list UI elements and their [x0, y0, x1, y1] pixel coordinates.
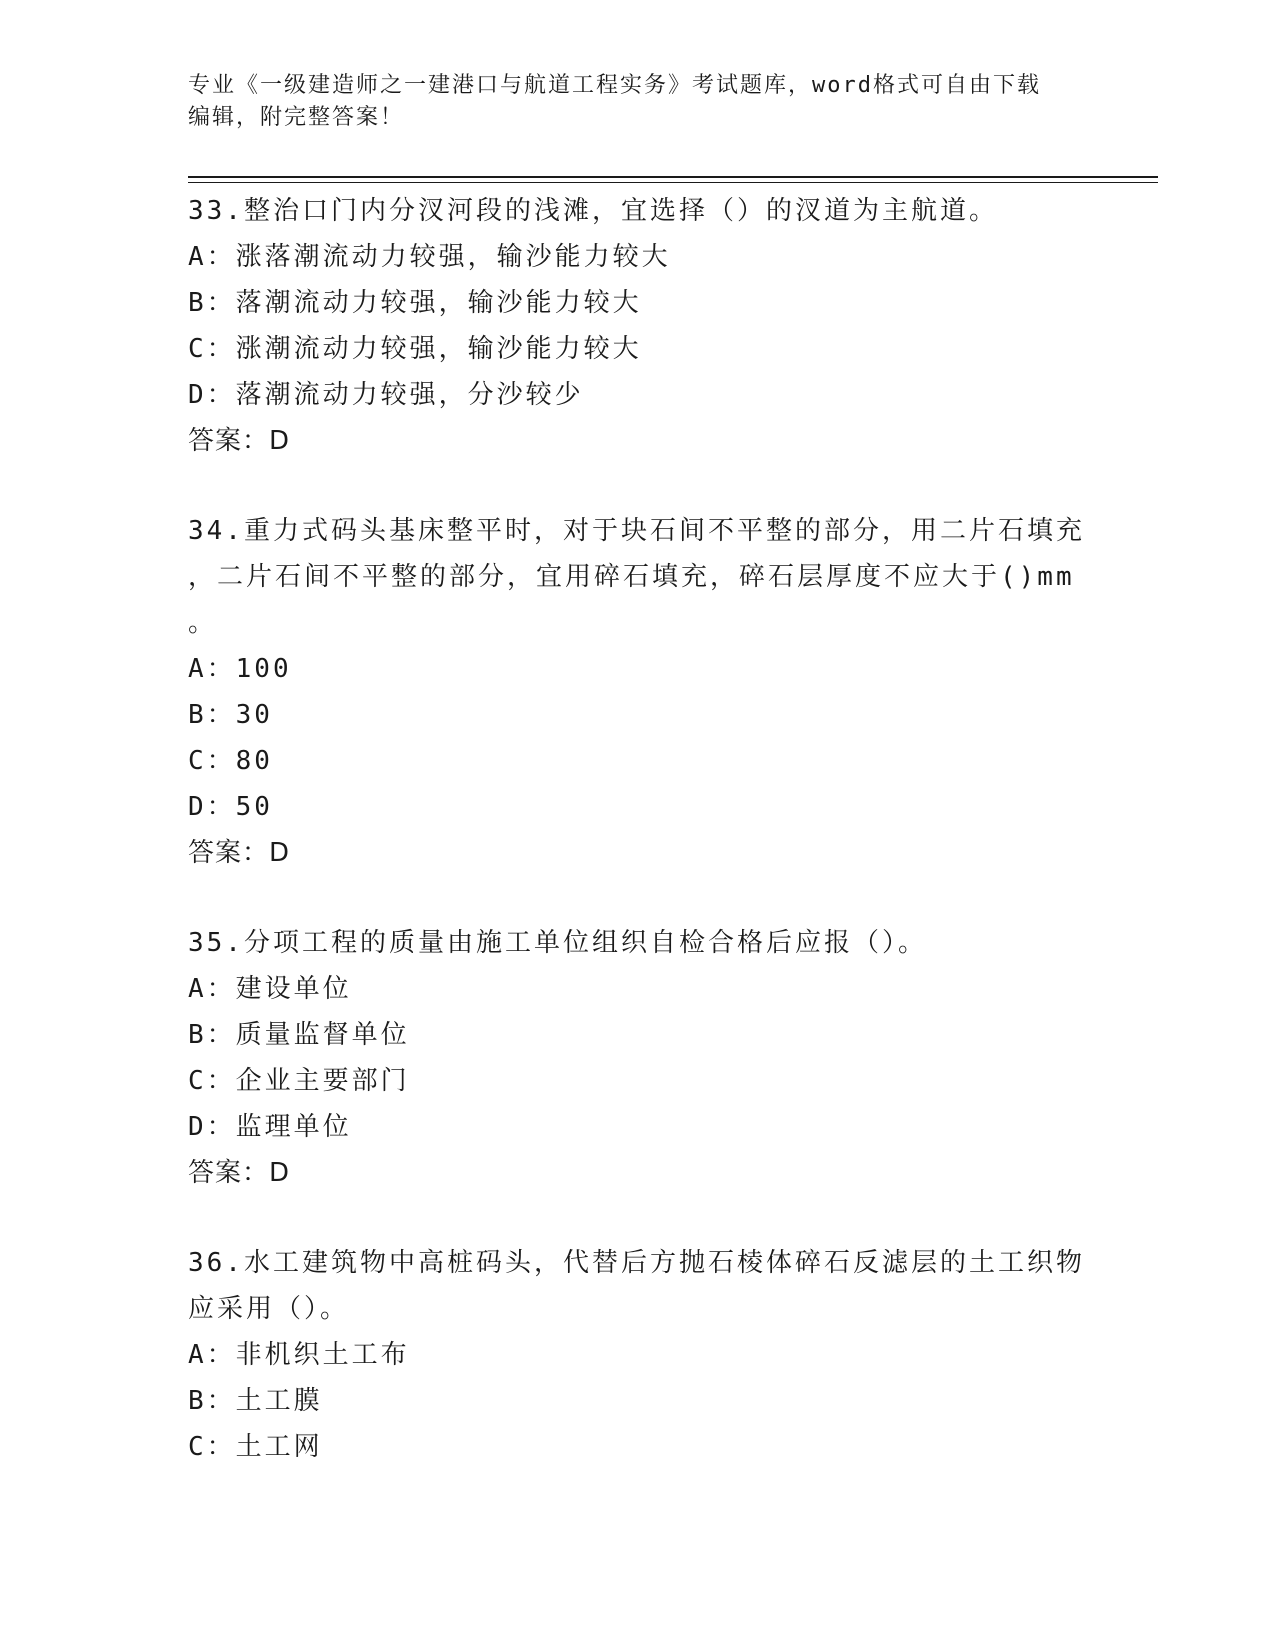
spacer: [188, 464, 1088, 508]
option-a: A：100: [188, 654, 292, 684]
answer-line: 答案：D: [188, 1158, 291, 1188]
question-text-continued: 应采用（）。: [188, 1294, 350, 1324]
header-divider-thin: [188, 182, 1158, 183]
option-a: A：建设单位: [188, 974, 352, 1004]
question-33: [188, 188, 1088, 464]
option-b: B：落潮流动力较强，输沙能力较大: [188, 288, 642, 318]
question-text: 36.水工建筑物中高桩码头，代替后方抛石棱体碎石反滤层的土工织物: [188, 1248, 1085, 1278]
question-text: 33.整治口门内分汊河段的浅滩，宜选择（）的汊道为主航道。: [188, 196, 998, 226]
option-b: B：30: [188, 700, 273, 730]
header-divider-thick: [188, 176, 1158, 178]
spacer: [188, 876, 1088, 920]
question-36: [188, 1240, 1088, 1470]
option-d: D：监理单位: [188, 1112, 352, 1142]
option-d: D：落潮流动力较强，分沙较少: [188, 380, 584, 410]
question-text-continued: ，二片石间不平整的部分，宜用碎石填充，碎石层厚度不应大于()mm: [188, 562, 1075, 592]
question-list: [188, 188, 1088, 1470]
document-header: [188, 70, 1088, 134]
header-line-1: 专业《一级建造师之一建港口与航道工程实务》考试题库，word格式可自由下载: [188, 73, 1041, 98]
option-c: C：涨潮流动力较强，输沙能力较大: [188, 334, 642, 364]
question-text: 35.分项工程的质量由施工单位组织自检合格后应报（）。: [188, 928, 927, 958]
option-c: C：土工网: [188, 1432, 323, 1462]
option-d: D：50: [188, 792, 273, 822]
spacer: [188, 1196, 1088, 1240]
answer-line: 答案：D: [188, 838, 291, 868]
option-a: A：涨落潮流动力较强，输沙能力较大: [188, 242, 671, 272]
question-text-continued: 。: [188, 608, 218, 638]
question-35: [188, 920, 1088, 1196]
question-text: 34.重力式码头基床整平时，对于块石间不平整的部分，用二片石填充: [188, 516, 1085, 546]
question-34: [188, 508, 1088, 876]
option-b: B：土工膜: [188, 1386, 323, 1416]
option-c: C：企业主要部门: [188, 1066, 410, 1096]
header-line-2: 编辑，附完整答案！: [188, 105, 405, 130]
answer-line: 答案：D: [188, 426, 291, 456]
option-b: B：质量监督单位: [188, 1020, 410, 1050]
option-c: C：80: [188, 746, 273, 776]
option-a: A：非机织土工布: [188, 1340, 410, 1370]
